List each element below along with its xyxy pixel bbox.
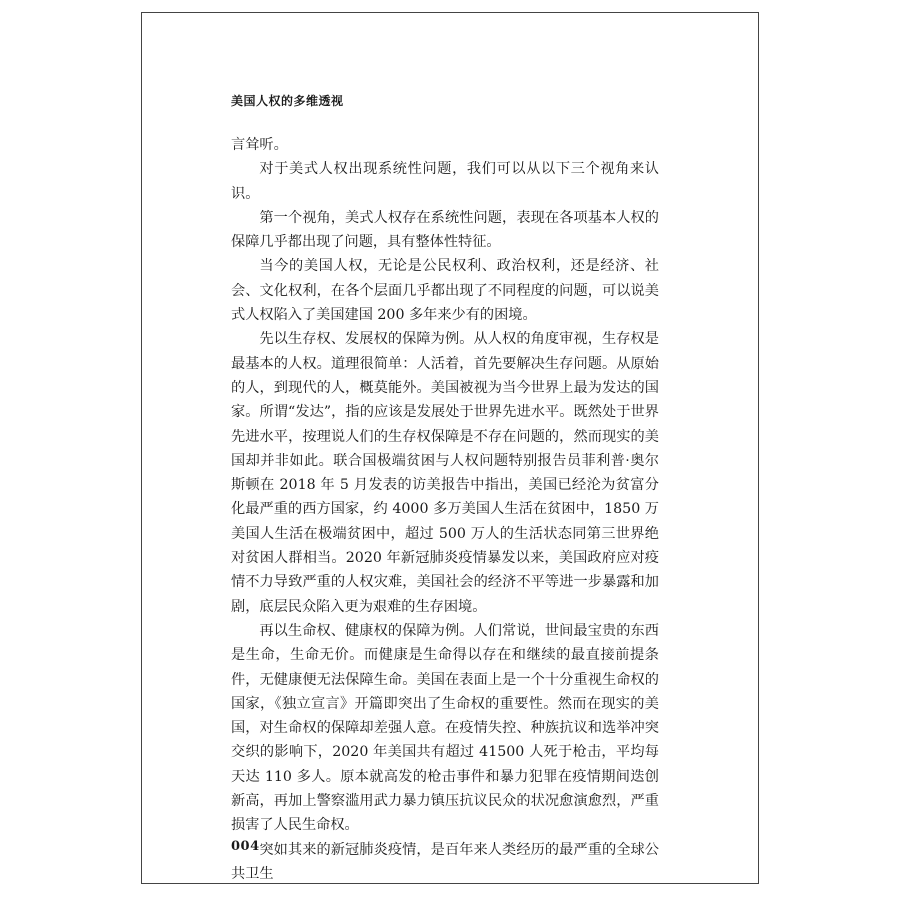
running-head: 美国人权的多维透视 <box>231 94 344 108</box>
paragraph: 当今的美国人权，无论是公民权利、政治权利，还是经济、社会、文化权利，在各个层面几乎都出现了不同程度的问题，可以说美式人权陷入了美国建国 200 多年来少有的困境。 <box>231 258 659 324</box>
paragraph: 第一个视角，美式人权存在系统性问题，表现在各项基本人权的保障几乎都出现了问题，具有整体性特征。 <box>231 209 659 251</box>
body-text <box>231 133 659 886</box>
page-number: 004 <box>231 839 260 854</box>
paragraph: 先以生存权、发展权的保障为例。从人权的角度审视，生存权是最基本的人权。道理很简单：人活着，首先要解决生存问题。从原始的人，到现代的人，概莫能外。美国被视为当今世界上最为发达的国家。所谓“发达”，指的应该是发展处于世界先进水平。既然处于世界先进水平，按理说人们的生存权保障是不存在问题的，然而现实的美国却并非如此。联合国极端贫困与人权问题特别报告员菲利普·奥尔斯顿在 2018 年 5 月发表的访美报告中指出，美国已经沦为贫富分化最严重的西方国家，约 4000 多万美国人生活在贫困中，1850 万美国人生活在极端贫困中，超过 500 万人的生活状态同第三世界绝对贫困人群相当。2020 年新冠肺炎疫情暴发以来，美国政府应对疫情不力导致严重的人权灾难，美国社会的经济不平等进一步暴露和加剧，底层民众陷入更为艰难的生存困境。 <box>231 331 659 615</box>
book-page <box>141 12 759 884</box>
paragraph: 再以生命权、健康权的保障为例。人们常说，世间最宝贵的东西是生命，生命无价。而健康是生命得以存在和继续的最直接前提条件，无健康便无法保障生命。美国在表面上是一个十分重视生命权的国家，《独立宣言》开篇即突出了生命权的重要性。然而在现实的美国，对生命权的保障却差强人意。在疫情失控、种族抗议和选举冲突交织的影响下，2020 年美国共有超过 41500 人死于枪击，平均每天达 110 多人。原本就高发的枪击事件和暴力犯罪在疫情期间迭创新高，再加上警察滥用武力暴力镇压抗议民众的状况愈演愈烈，严重损害了人民生命权。 <box>231 622 659 834</box>
paragraph: 突如其来的新冠肺炎疫情，是百年来人类经历的最严重的全球公共卫生 <box>231 841 659 882</box>
paragraph: 对于美式人权出现系统性问题，我们可以从以下三个视角来认识。 <box>231 161 659 202</box>
paragraph-continuation: 言耸听。 <box>231 137 288 153</box>
